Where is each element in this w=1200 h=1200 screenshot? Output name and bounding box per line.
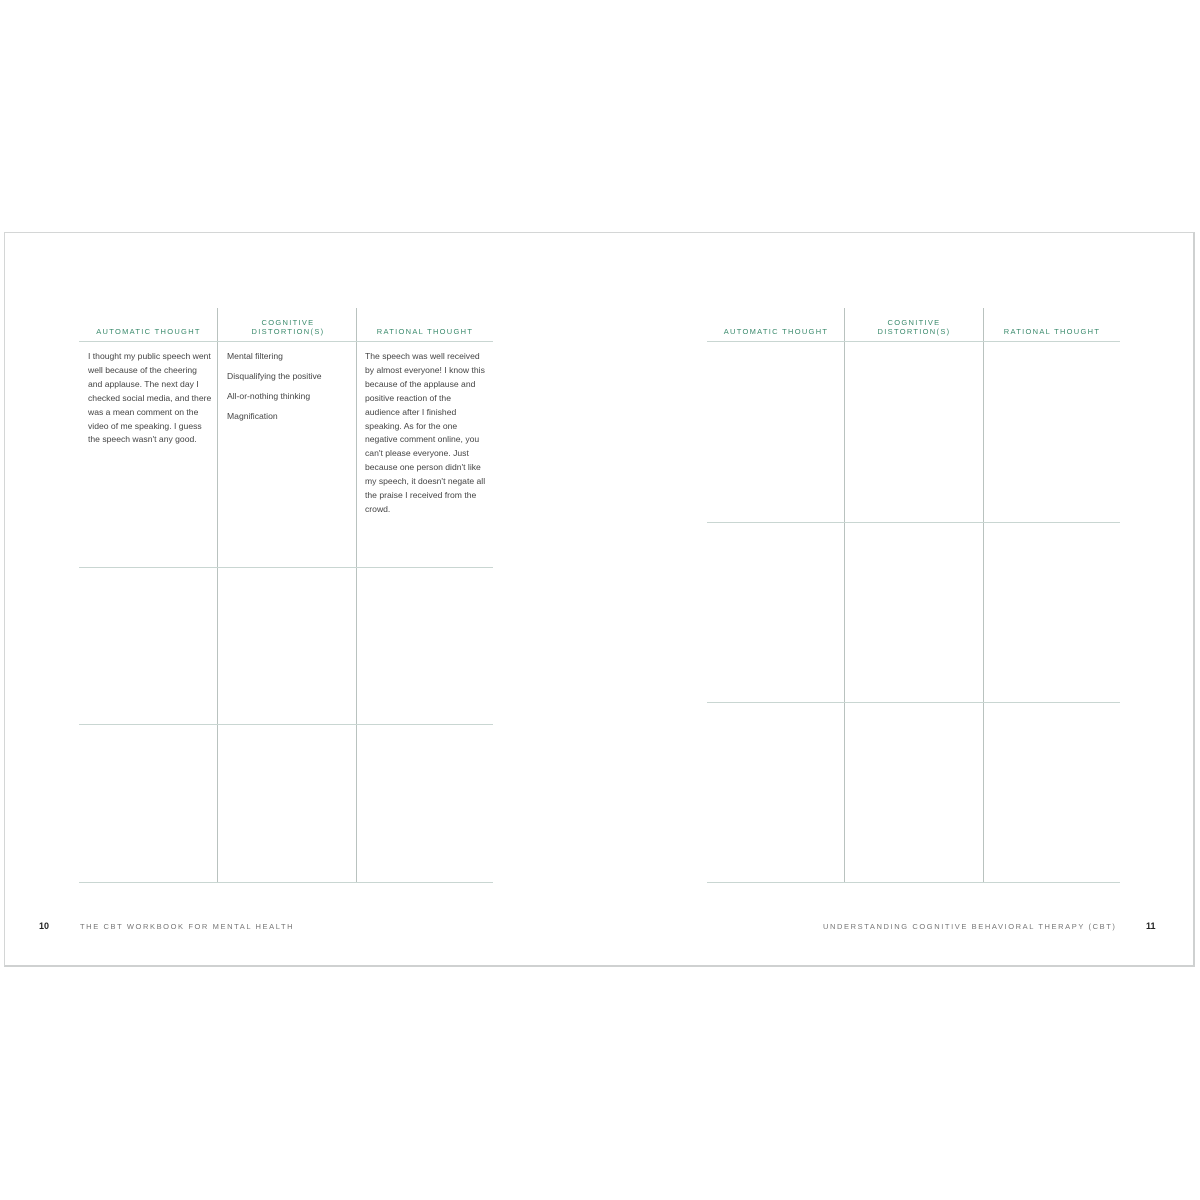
left-header-automatic-thought: AUTOMATIC THOUGHT [96,327,201,336]
right-row-rule-2 [707,702,1120,703]
right-row-rule-1 [707,522,1120,523]
distortion-item: Mental filtering [227,351,283,361]
left-row-rule-2 [79,724,493,725]
right-running-head: UNDERSTANDING COGNITIVE BEHAVIORAL THERAPY (CBT) [823,922,1117,931]
left-row-rule-1 [79,567,493,568]
example-automatic-thought: I thought my public speech went well because of the cheering and applause. The next day I checked social media, and there was a mean comment on the video of me speaking. I guess the speech wasn't any good. [88,351,212,445]
distortion-item: Disqualifying the positive [227,370,322,381]
book-spread [4,232,1195,967]
left-page-number: 10 [39,921,50,931]
left-running-head: THE CBT WORKBOOK FOR MENTAL HEALTH [80,922,295,931]
right-column-divider-1 [844,308,845,883]
distortion-item: Magnification [227,410,278,421]
example-cognitive-distortions [227,350,352,430]
right-header-rule [707,341,1120,342]
left-header-cognitive-distortions: COGNITIVE DISTORTION(S) [251,318,325,336]
left-header-rational-thought: RATIONAL THOUGHT [376,327,474,336]
right-header-cognitive-distortions: COGNITIVE DISTORTION(S) [877,318,951,336]
right-header-rational-thought: RATIONAL THOUGHT [1003,327,1101,336]
right-column-divider-2 [983,308,984,883]
left-column-divider-1 [217,308,218,883]
right-header-automatic-thought: AUTOMATIC THOUGHT [723,327,829,336]
distortion-item: All-or-nothing thinking [227,390,311,401]
left-header-rule [79,341,493,342]
left-column-divider-2 [356,308,357,883]
left-row-rule-3 [79,882,493,883]
right-page-number: 11 [1146,921,1156,931]
right-row-rule-3 [707,882,1120,883]
example-rational-thought: The speech was well received by almost everyone! I know this because of the applause and positive reaction of the audience after I finished speaking. As for the one negative comment online, you can't please everyone. Just because one person didn't like my speech, it doesn't negate all the praise I received from the crowd. [365,351,486,514]
